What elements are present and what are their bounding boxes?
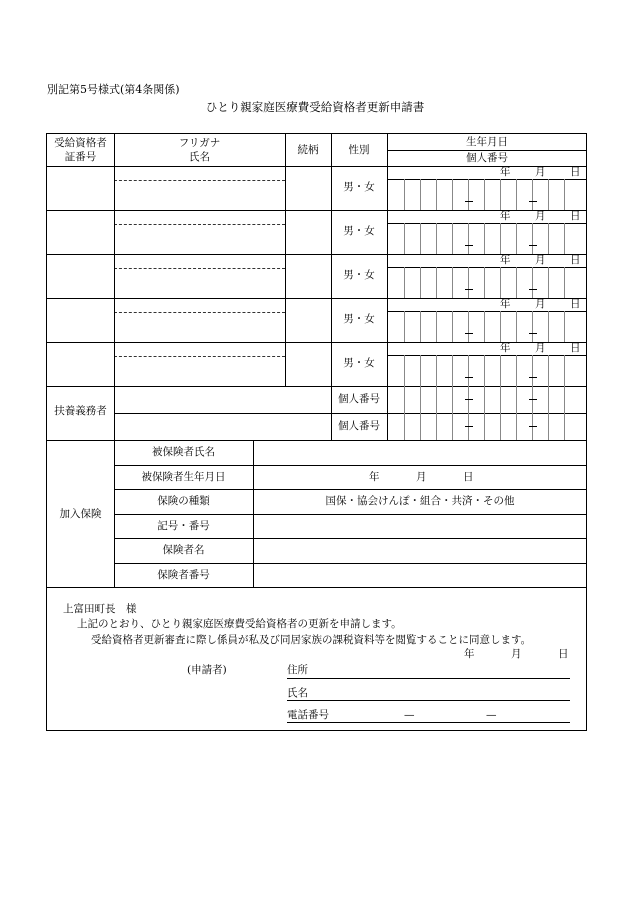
birth-month: 月 <box>535 342 546 354</box>
supporter-personal-no-label-1: 個人番号 <box>338 393 380 405</box>
applicant-name-label: 氏名 <box>287 687 308 699</box>
insurance-label: 加入保険 <box>59 508 102 520</box>
insured-name-label: 被保険者氏名 <box>152 446 215 458</box>
birth-year: 年 <box>500 298 511 310</box>
insurance-type-options: 国保・協会けんぽ・組合・共済・その他 <box>325 495 515 507</box>
personal-number-header: 個人番号 <box>466 152 508 164</box>
code-number-label: 記号・番号 <box>157 520 210 532</box>
birth-day: 日 <box>570 298 581 310</box>
date-day: 日 <box>558 648 569 660</box>
name-header: 氏名 <box>189 151 210 163</box>
sex-option: 男・女 <box>343 269 375 281</box>
applicant-label: (申請者) <box>187 664 227 676</box>
form-number-label: 別記第5号様式(第4条関係) <box>47 83 180 96</box>
cert-number-header: 受給資格者 <box>54 137 107 149</box>
date-year: 年 <box>464 648 475 660</box>
furigana-header: フリガナ <box>178 137 221 149</box>
birth-day: 日 <box>570 342 581 354</box>
application-form-table <box>46 133 587 731</box>
phone-dash-2: — <box>486 709 497 721</box>
declaration-line-2: 受給資格者更新審査に際し係員が私及び同居家族の課税資料等を閲覧することに同意します。 <box>91 634 532 646</box>
phone-dash-1: — <box>404 709 415 721</box>
relation-header: 続柄 <box>297 144 319 156</box>
insured-birth-year: 年 <box>369 471 380 483</box>
birth-year: 年 <box>500 166 511 178</box>
birth-date-header: 生年月日 <box>466 136 508 148</box>
addressee: 上富田町長 様 <box>63 603 137 615</box>
supporter-personal-no-label-2: 個人番号 <box>338 420 380 432</box>
birth-month: 月 <box>535 166 546 178</box>
cert-number-header-2: 証番号 <box>64 151 97 163</box>
sex-option: 男・女 <box>343 357 375 369</box>
insured-birth-month: 月 <box>416 471 427 483</box>
birth-day: 日 <box>570 210 581 222</box>
supporter-label: 扶養義務者 <box>54 405 107 417</box>
declaration-line-1: 上記のとおり、ひとり親家庭医療費受給資格者の更新を申請します。 <box>77 618 402 630</box>
birth-year: 年 <box>500 254 511 266</box>
insurer-number-label: 保険者番号 <box>157 569 210 581</box>
birth-day: 日 <box>570 166 581 178</box>
insured-birth-day: 日 <box>463 471 474 483</box>
date-month: 月 <box>511 648 522 660</box>
insurer-name-label: 保険者名 <box>162 544 205 556</box>
phone-label: 電話番号 <box>287 709 329 721</box>
sex-option: 男・女 <box>343 313 375 325</box>
sex-option: 男・女 <box>343 181 375 193</box>
birth-month: 月 <box>535 210 546 222</box>
birth-year: 年 <box>500 342 511 354</box>
birth-month: 月 <box>535 254 546 266</box>
birth-month: 月 <box>535 298 546 310</box>
address-label: 住所 <box>287 664 308 676</box>
insured-birth-label: 被保険者生年月日 <box>141 471 226 483</box>
birth-day: 日 <box>570 254 581 266</box>
sex-header: 性別 <box>348 144 370 156</box>
insurance-type-label: 保険の種類 <box>157 495 210 507</box>
sex-option: 男・女 <box>343 225 375 237</box>
form-title: ひとり親家庭医療費受給資格者更新申請書 <box>205 100 425 114</box>
birth-year: 年 <box>500 210 511 222</box>
